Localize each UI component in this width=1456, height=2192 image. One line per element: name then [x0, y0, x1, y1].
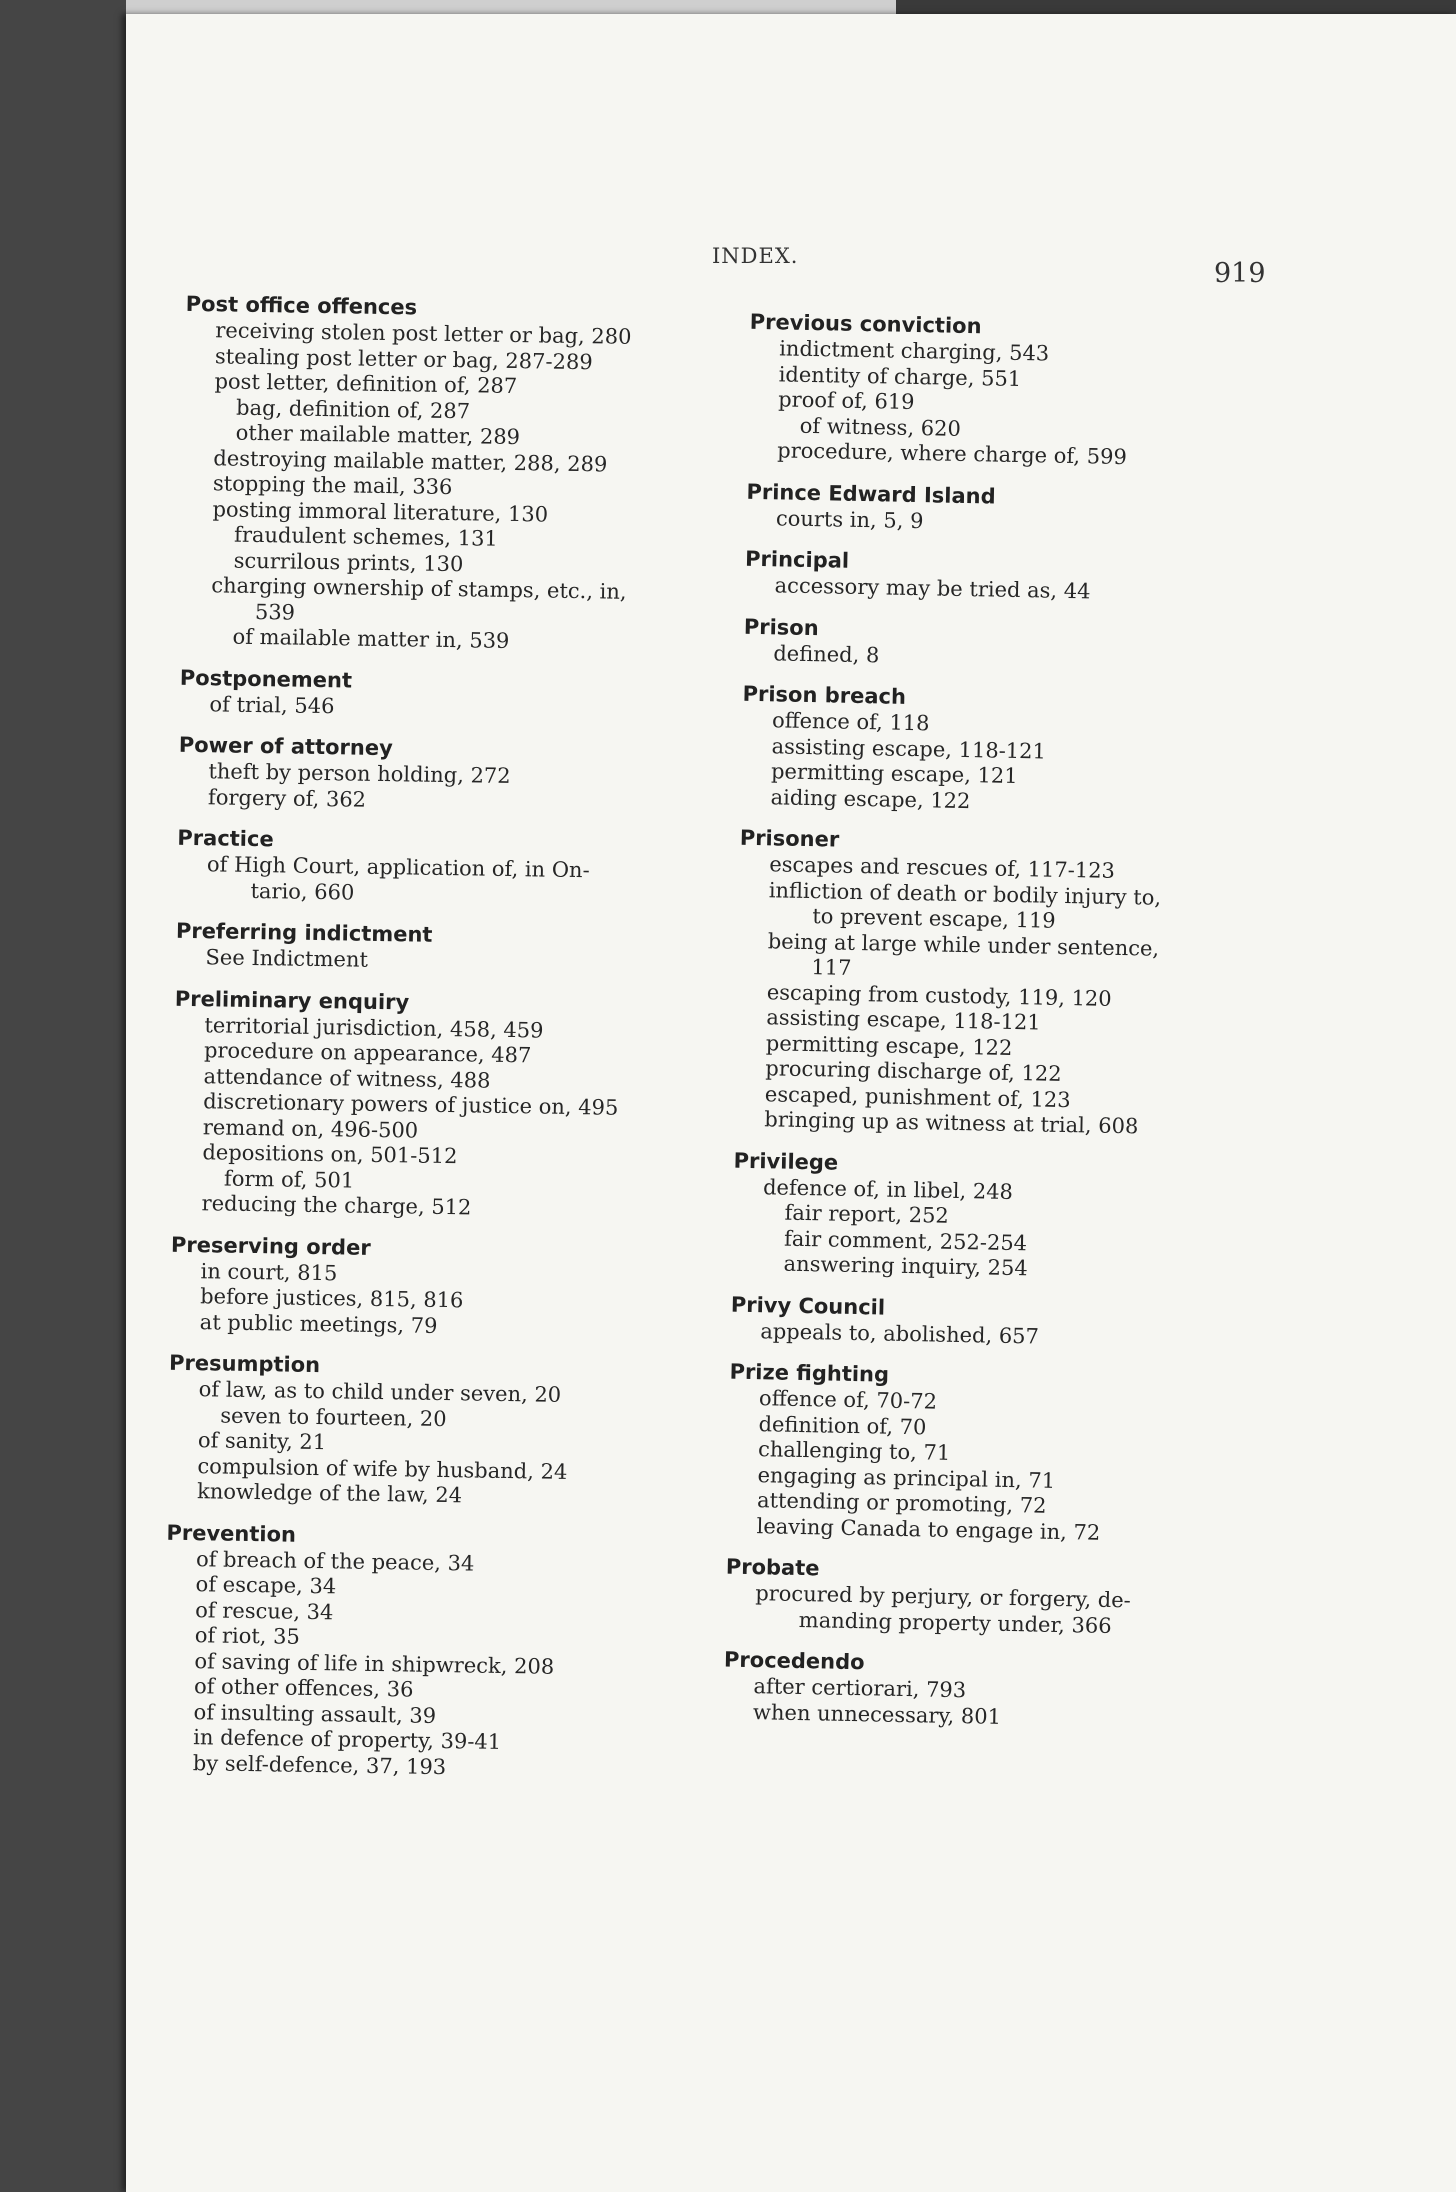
index-entry: [730, 1290, 1301, 1354]
page-number: 919: [1214, 258, 1266, 289]
index-entry: [170, 1230, 742, 1343]
index-subentry: when unnecessary, 801: [752, 1699, 1002, 1729]
index-subentry: escapes and rescues of, 117-123: [769, 852, 1116, 883]
index-entry: [174, 984, 745, 1225]
index-subentry: 117: [811, 955, 852, 980]
index-subentry: fair report, 252: [784, 1200, 950, 1228]
index-subentry: of escape, 34: [195, 1572, 337, 1599]
index-subentry: assisting escape, 118-121: [771, 733, 1047, 764]
index-subentry: aiding escape, 122: [770, 784, 971, 813]
index-entry: [178, 731, 749, 819]
index-subentry: of saving of life in shipwreck, 208: [194, 1648, 555, 1679]
index-subentry: in defence of property, 39-41: [193, 1725, 502, 1754]
index-subentry: offence of, 118: [771, 708, 930, 736]
index-heading: Power of attorney: [178, 732, 393, 761]
index-subentry: territorial jurisdiction, 458, 459: [204, 1012, 544, 1043]
index-heading: Probate: [725, 1554, 820, 1581]
index-subentry: appeals to, abolished, 657: [760, 1318, 1040, 1349]
index-subentry: form of, 501: [223, 1166, 355, 1193]
index-heading: Privy Council: [730, 1292, 886, 1320]
index-subentry: other mailable matter, 289: [235, 420, 521, 450]
index-subentry: post letter, definition of, 287: [214, 369, 518, 399]
index-subentry: of other offences, 36: [193, 1674, 414, 1702]
index-heading: Prince Edward Island: [746, 479, 996, 509]
index-subentry: attending or promoting, 72: [756, 1488, 1047, 1518]
index-subentry: posting immoral literature, 130: [212, 496, 549, 527]
index-entry: [733, 1146, 1303, 1287]
index-entry: [749, 308, 1320, 474]
index-heading: Post office offences: [185, 291, 418, 320]
index-heading: Preferring indictment: [175, 918, 433, 947]
index-subentry: 539: [254, 599, 296, 625]
index-entry: [166, 1518, 737, 1784]
index-heading: Procedendo: [723, 1647, 865, 1675]
book-binding: [0, 0, 126, 2192]
index-subentry: of rescue, 34: [195, 1597, 334, 1624]
index-subentry: before justices, 815, 816: [200, 1284, 464, 1313]
index-entry: [177, 824, 747, 912]
index-heading: Privilege: [733, 1148, 839, 1175]
index-subentry: charging ownership of stamps, etc., in,: [211, 573, 627, 604]
index-subentry: definition of, 70: [758, 1411, 927, 1439]
index-subentry: answering inquiry, 254: [783, 1251, 1028, 1281]
index-entry: [744, 545, 1315, 609]
index-subentry: discretionary powers of justice on, 495: [203, 1089, 619, 1120]
index-subentry: stopping the mail, 336: [212, 471, 453, 500]
index-subentry: procedure, where charge of, 599: [777, 438, 1128, 470]
index-subentry: depositions on, 501-512: [202, 1140, 458, 1169]
index-subentry: of High Court, application of, in On-: [206, 852, 590, 883]
index-subentry: compulsion of wife by husband, 24: [197, 1453, 568, 1484]
index-entry: [739, 824, 1310, 1143]
index-subentry: proof of, 619: [778, 387, 915, 414]
index-subentry: bringing up as witness at trial, 608: [764, 1107, 1139, 1139]
index-subentry: escaping from custody, 119, 120: [766, 979, 1112, 1011]
index-heading: Prize fighting: [729, 1359, 890, 1387]
index-heading: Previous conviction: [749, 309, 982, 339]
index-heading: Prison: [743, 614, 819, 640]
index-subentry: to prevent escape, 119: [812, 904, 1056, 933]
index-entry: [175, 917, 746, 979]
index-heading: Prevention: [166, 1520, 297, 1547]
index-subentry: seven to fourteen, 20: [220, 1403, 447, 1431]
index-heading: Prisoner: [739, 825, 840, 852]
index-subentry: of witness, 620: [799, 413, 962, 441]
index-subentry: permitting escape, 121: [770, 759, 1018, 789]
index-subentry: manding property under, 366: [798, 1607, 1112, 1638]
index-subentry: offence of, 70-72: [758, 1386, 938, 1414]
index-subentry: remand on, 496-500: [202, 1114, 419, 1143]
index-subentry: reducing the charge, 512: [201, 1191, 472, 1220]
index-column-right: [723, 308, 1320, 1749]
index-subentry: tario, 660: [250, 878, 355, 905]
index-subentry: procuring discharge of, 122: [765, 1056, 1062, 1086]
index-subentry: See Indictment: [205, 945, 369, 972]
index-subentry: identity of charge, 551: [778, 361, 1022, 391]
index-heading: Principal: [744, 546, 850, 573]
index-subentry: of trial, 546: [209, 691, 335, 718]
index-subentry: forgery of, 362: [207, 784, 367, 812]
index-entry: [742, 680, 1312, 821]
index-subentry: accessory may be tried as, 44: [774, 573, 1091, 604]
index-subentry: procured by perjury, or forgery, de-: [755, 1581, 1131, 1613]
index-entry: [179, 663, 750, 725]
index-subentry: leaving Canada to engage in, 72: [756, 1513, 1101, 1545]
index-entry: [746, 477, 1317, 541]
index-entry: [723, 1646, 1294, 1736]
index-subentry: after certiorari, 793: [753, 1674, 967, 1703]
index-subentry: of law, as to child under seven, 20: [198, 1377, 562, 1407]
index-subentry: fair comment, 252-254: [783, 1226, 1028, 1255]
index-subentry: assisting escape, 118-121: [766, 1005, 1041, 1035]
index-subentry: knowledge of the law, 24: [196, 1479, 463, 1508]
index-subentry: of riot, 35: [194, 1623, 301, 1649]
running-head: INDEX.: [712, 244, 799, 268]
index-subentry: infliction of death or bodily injury to,: [768, 877, 1162, 910]
index-subentry: indictment charging, 543: [778, 336, 1050, 366]
index-subentry: courts in, 5, 9: [775, 505, 924, 533]
index-subentry: in court, 815: [200, 1258, 338, 1285]
index-heading: Presumption: [168, 1350, 321, 1378]
index-entry: [168, 1349, 739, 1513]
index-entry: [743, 612, 1314, 676]
index-subentry: defined, 8: [773, 640, 880, 667]
index-subentry: bag, definition of, 287: [235, 395, 471, 423]
index-subentry: escaped, punishment of, 123: [764, 1081, 1071, 1112]
index-subentry: of breach of the peace, 34: [195, 1546, 475, 1576]
index-column-left: [166, 290, 755, 1799]
index-heading: Practice: [177, 825, 274, 852]
index-subentry: procedure on appearance, 487: [203, 1038, 532, 1068]
index-entry: [185, 290, 756, 658]
index-subentry: engaging as principal in, 71: [757, 1462, 1056, 1493]
index-subentry: at public meetings, 79: [199, 1309, 438, 1338]
index-subentry: of sanity, 21: [197, 1428, 327, 1455]
index-subentry: challenging to, 71: [757, 1437, 951, 1465]
index-heading: Postponement: [179, 665, 353, 692]
index-heading: Preliminary enquiry: [174, 986, 410, 1014]
index-subentry: stealing post letter or bag, 287-289: [214, 343, 593, 374]
index-subentry: of mailable matter in, 539: [232, 624, 510, 653]
index-subentry: being at large while under sentence,: [767, 928, 1160, 961]
index-subentry: by self-defence, 37, 193: [192, 1750, 447, 1779]
index-heading: Prison breach: [742, 681, 907, 709]
index-subentry: theft by person holding, 272: [208, 759, 511, 789]
index-subentry: of insulting assault, 39: [193, 1699, 437, 1728]
index-entry: [729, 1358, 1299, 1550]
index-subentry: scurrilous prints, 130: [233, 548, 464, 576]
index-entry: [725, 1553, 1296, 1643]
index-subentry: receiving stolen post letter or bag, 280: [215, 318, 632, 349]
index-subentry: destroying mailable matter, 288, 289: [213, 445, 608, 476]
index-subentry: attendance of witness, 488: [203, 1063, 491, 1093]
index-subentry: permitting escape, 122: [765, 1030, 1013, 1060]
index-heading: Preserving order: [170, 1232, 371, 1260]
index-subentry: defence of, in libel, 248: [762, 1174, 1014, 1204]
index-subentry: fraudulent schemes, 131: [233, 522, 498, 551]
